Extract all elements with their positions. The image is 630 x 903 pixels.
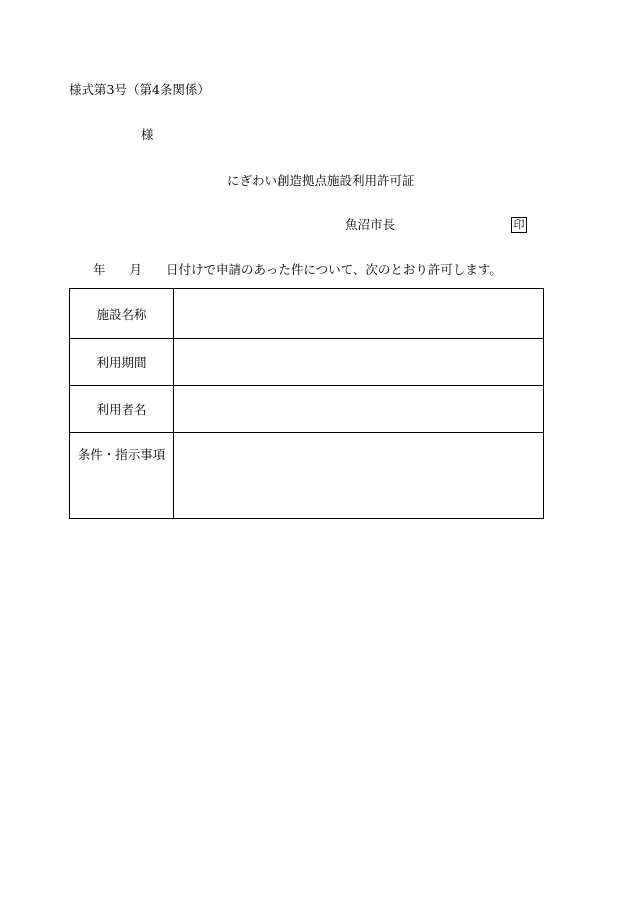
- row-label-facility-name: 施設名称: [70, 289, 174, 339]
- row-value-facility-name: [174, 289, 544, 339]
- seal-mark: 印: [511, 217, 527, 233]
- addressee-suffix: 様: [141, 127, 154, 142]
- row-label-user-name: 利用者名: [70, 386, 174, 433]
- intro-year-label: 年: [93, 262, 106, 277]
- row-label-conditions: 条件・指示事項: [70, 433, 174, 519]
- row-value-user-name: [174, 386, 544, 433]
- table-row: [70, 433, 544, 519]
- form-number: 様式第3号（第4条関係）: [69, 82, 210, 97]
- permit-table: [69, 288, 544, 519]
- intro-text: 日付けで申請のあった件について、次のとおり許可します。: [166, 262, 502, 277]
- intro-sentence: [93, 264, 502, 277]
- issuer-label: 魚沼市長: [345, 217, 396, 232]
- row-value-conditions: [174, 433, 544, 519]
- table-row: [70, 289, 544, 339]
- table-row: [70, 386, 544, 433]
- intro-month-label: 月: [129, 262, 143, 277]
- document-title: にぎわい創造拠点施設利用許可証: [227, 173, 415, 188]
- row-value-usage-period: [174, 339, 544, 386]
- row-label-usage-period: 利用期間: [70, 339, 174, 386]
- table-row: [70, 339, 544, 386]
